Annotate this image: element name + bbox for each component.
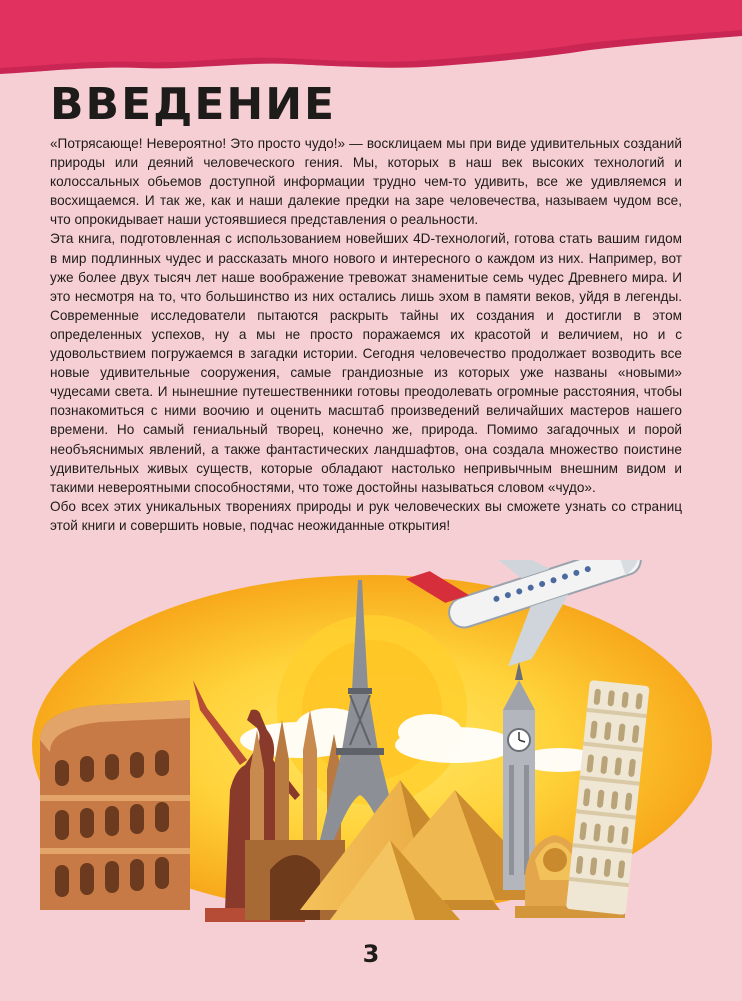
colosseum [40, 700, 190, 910]
paragraph-3: Обо всех этих уникальных творениях природы и рук человеческих вы сможете узнать со страниц этой книги и совершить новые, подчас неожиданные открытия! [50, 498, 682, 533]
paragraph-2: Эта книга, подготовленная с использованием новейших 4D-технологий, готова стать вашим гидом в мир подлинных чудес и рассказать много нового и интересного о каждом из них. Например, вот уже более двух тысяч лет наше воображение тревожат знаменитые семь чудес Древнего мира. И это несмотря на то, что большинство из них остались лишь эхом в памяти веков, уйдя в легенды. Современные исследователи пытаются раскрыть тайны их создания и достигли в этом определенных успехов, ну а мы не просто поражаемся их красотой и величием, но и с удовольствием погружаемся в загадки истории. Сегодня человечество продолжает возводить все новые удивительные сооружения, самые грандиозные из которых уже названы «новыми» чудесами света. И нынешние путешественники готовы преодолевать огромные расстояния, чтобы познакомиться с ними воочию и оценить масштаб произведений величайших мастеров нашего времени. Но самый гениальный творец, конечно же, природа. Помимо загадочных и порой необъяснимых явлений, а также фантастических ландшафтов, она создала множество поистине удивительных живых существ, которые обладают настолько непривычным внешним видом и такими невероятными способностями, что тоже достойны называться словом «чудо». [50, 231, 682, 495]
page-number: 3 [362, 940, 380, 968]
paragraph-1: «Потрясающе! Невероятно! Это просто чудо!» — восклицаем мы при виде удивительных созданий природы или деяний человеческого гения. Мы, которых в наш век высоких технологий и колоссальных обьемов доступной информации трудно чем-то удивить, все же удивляемся и восхищаемся. И так же, как и наши далекие предки на заре человечества, называем чудом все, что опрокидывает наши устоявшиеся представления о реальности. [50, 136, 682, 228]
world-wonders-illustration [0, 560, 742, 930]
intro-text [50, 134, 682, 535]
page-title: ВВЕДЕНИЕ [50, 79, 337, 130]
top-wave-band [0, 0, 742, 90]
